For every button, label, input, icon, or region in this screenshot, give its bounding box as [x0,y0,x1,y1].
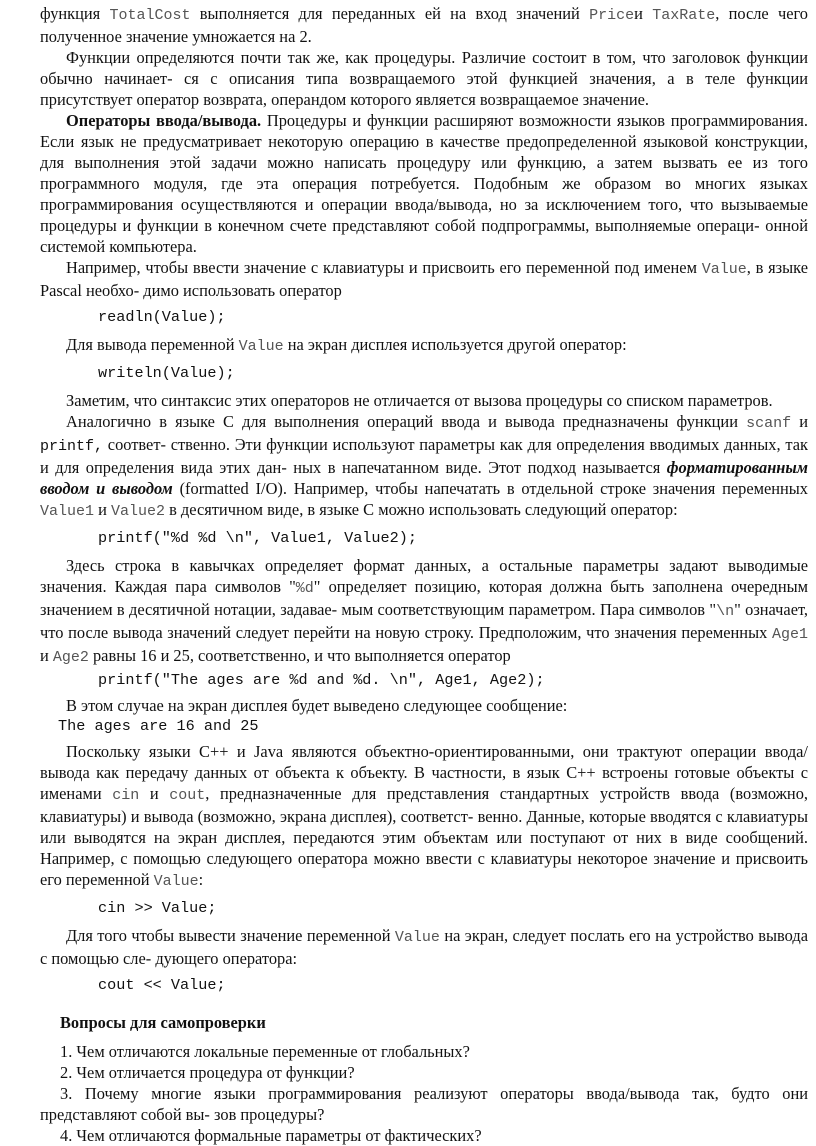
text: : [198,870,204,889]
text: на экран, следует послать его на устройство вывода с помощью сле- дующего оператора: [40,926,808,968]
code-printf-values: printf("%d %d \n", Value1, Value2); [98,529,417,547]
text: " означает, что после вывода значений следует перейти на новую строку. Предположим, что значения переменных [40,600,808,642]
code-inline: cout [169,787,206,804]
code-inline: scanf [746,415,792,432]
text: функция [40,4,110,23]
code-inline: Value1 [40,503,95,520]
paragraph-output-message: В этом случае на экран дисплея будет выведено следующее сообщение: [66,696,568,715]
code-inline: Value [701,261,747,278]
text: " определяет позицию, которая должна быть заполнена очередным значением в десятичной нотации, задавае- мым соответствующим параметром. Пара символов " [40,577,808,619]
text: равны 16 и 25, соответственно, и что выполняется оператор [88,646,511,665]
code-inline: TaxRate [652,7,716,24]
text: , в языке Pascal необхо- димо использовать оператор [40,258,808,300]
code-inline: printf, [40,438,104,455]
code-printf-ages: printf("The ages are %d and %d. \n", Age1, Age2); [98,671,545,689]
text: и [791,412,808,431]
paragraph-cpp-java [40,741,808,892]
paragraph-format-string [40,555,808,668]
text: Для вывода переменной [66,335,239,354]
text: Здесь строка в кавычках определяет формат данных, а остальные параметры задают выводимые значения. Каждая пара символов " [40,556,808,596]
text: Процедуры и функции расширяют возможности языков программирования. Если язык не предусматривает некоторую операцию в качестве предопределенной языковой конструкции, для выполнения этой задачи можно написать процедуру или функцию, а затем вызвать ее из того программного модуля, где эта операция потребуется. Подобным же образом во многих языках программирования осуществляются и операции ввода/вывода, но за исключением того, что вызываемые процедуры и функции в конечном счете представляют собой подпрограммы, выполняемые операци- онной системой компьютера. [40,111,808,256]
question-item: 1. Чем отличаются локальные переменные от глобальных? [60,1042,470,1061]
code-inline: TotalCost [109,7,191,24]
text: выполняется для переданных ей на вход значений [190,4,590,23]
text: и [94,500,111,519]
question-item: 4. Чем отличаются формальные параметры от фактических? [60,1126,482,1145]
text: и [40,646,53,665]
text: и [139,784,170,803]
code-inline: Value2 [110,503,165,520]
text: и [634,4,653,23]
text: соответ- ственно. Эти функции используют параметры как для определения вводимых данных, так и для определения вида этих дан- ных в напечатанном виде. Этот подход называется [40,435,808,477]
paragraph-syntax-note: Заметим, что синтаксис этих операторов не отличается от вызова процедуры со списком параметров. [66,391,773,410]
section-term: Операторы ввода/вывода. [66,111,262,130]
code-cin: cin >> Value; [98,899,217,917]
code-output-result: The ages are 16 and 25 [58,717,259,735]
text: Поскольку языки С++ и Java являются объектно-ориентированными, они трактуют операции ввода/вывода как передачу данных от объекта к объекту. В частности, в язык С++ встроены готовые объекты с именами [40,742,808,803]
code-readln: readln(Value); [98,308,226,326]
code-inline: Value [153,873,199,890]
code-inline: \n [716,603,735,620]
text: , после чего полученное значение умножается на 2. [40,4,808,46]
code-writeln: writeln(Value); [98,364,235,382]
question-item: 2. Чем отличается процедура от функции? [60,1063,355,1082]
paragraph-functions: Функции определяются почти так же, как процедуры. Различие состоит в том, что заголовок функции обычно начинает- ся с описания типа возвращаемого этой функцией значения, а в теле функции присутствует оператор возврата, операндом которого является возвращаемое значение. [40,48,808,109]
text: Например, чтобы ввести значение с клавиатуры и присвоить его переменной под именем [66,258,702,277]
code-inline: Value [394,929,440,946]
emphasis-term: форматированным вводом и выводом [40,458,808,498]
paragraph-pascal-input [40,257,808,301]
code-cout: cout << Value; [98,976,226,994]
code-inline: Age2 [52,649,89,666]
paragraph-c-io [40,411,808,522]
code-inline: %d [295,580,314,597]
paragraph-io-operators [40,110,808,257]
code-inline: Price [589,7,635,24]
question-item: 3. Почему многие языки программирования реализуют операторы ввода/вывода так, будто они представляют собой вы- зов процедуры? [40,1084,808,1124]
text: в десятичном виде, в языке С можно использовать следующий оператор: [165,500,678,519]
text: Аналогично в языке С для выполнения операций ввода и вывода предназначены функции [66,412,747,431]
text: на экран дисплея используется другой оператор: [283,335,627,354]
paragraph-pascal-output [40,334,808,357]
text: , предназначенные для представления стандартных устройств ввода (возможно, клавиатуры) и вывода (возможно, экрана дисплея), соответст- венно. Данные, которые вводятся с клавиатуры или выводятся на экран дисплея, передаются этим объектам или поступают от них в виде сообщений. Например, с помощью следующего оператора можно ввести с клавиатуры некоторое значение и присвоить его переменной [40,784,808,889]
code-inline: Value [238,338,284,355]
questions-heading: Вопросы для самопроверки [60,1013,266,1032]
code-inline: cin [112,787,140,804]
paragraph-cout-intro [40,925,808,969]
paragraph-totalcost [40,3,808,47]
code-inline: Age1 [771,626,808,643]
text: (formatted I/O). Например, чтобы напечатать в отдельной строке значения переменных [172,479,808,498]
text: Для того чтобы вывести значение переменной [66,926,395,945]
